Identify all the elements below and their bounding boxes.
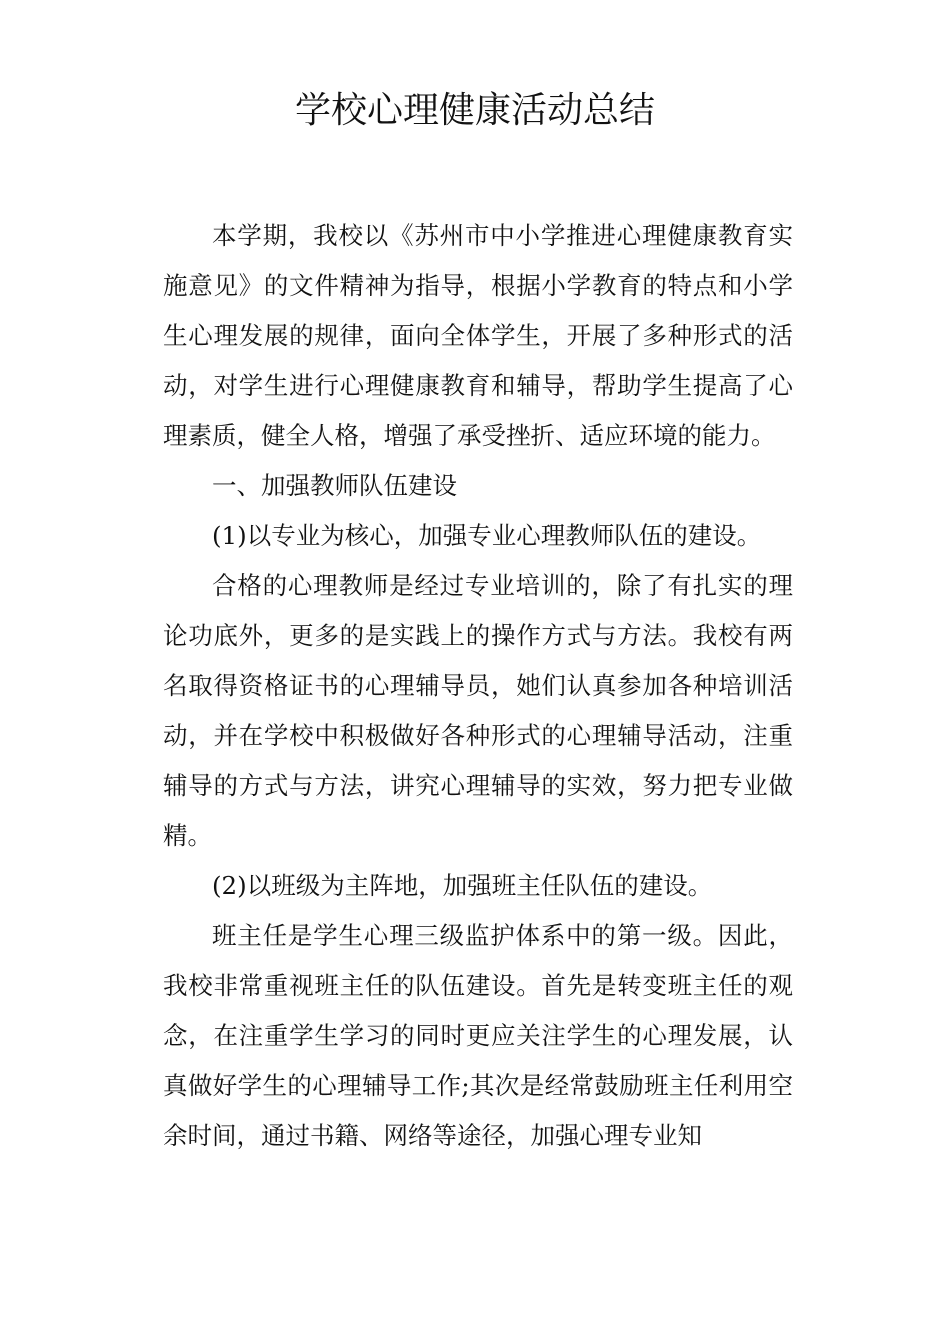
subsection-heading-class-teachers: (2)以班级为主阵地，加强班主任队伍的建设。 xyxy=(212,871,713,900)
subsection-heading-professional-teachers: (1)以专业为核心，加强专业心理教师队伍的建设。 xyxy=(212,521,762,550)
paragraph-class-teachers: 班主任是学生心理三级监护体系中的第一级。因此，我校非常重视班主任的队伍建设。首先是转变班主任的观念，在注重学生学习的同时更应关注学生的心理发展，认真做好学生的心理辅导工作;其次是经常鼓励班主任利用空余时间，通过书籍、网络等途径，加强心理专业知 xyxy=(163,921,793,1150)
paragraph-professional-teachers: 合格的心理教师是经过专业培训的，除了有扎实的理论功底外，更多的是实践上的操作方式与方法。我校有两名取得资格证书的心理辅导员，她们认真参加各种培训活动，并在学校中积极做好各种形式的心理辅导活动，注重辅导的方式与方法，讲究心理辅导的实效，努力把专业做精。 xyxy=(163,571,793,850)
page-title: 学校心理健康活动总结 xyxy=(294,90,655,131)
paragraph-intro: 本学期，我校以《苏州市中小学推进心理健康教育实施意见》的文件精神为指导，根据小学教育的特点和小学生心理发展的规律，面向全体学生，开展了多种形式的活动，对学生进行心理健康教育和辅导，帮助学生提高了心理素质，健全人格，增强了承受挫折、适应环境的能力。 xyxy=(163,221,793,450)
document-body xyxy=(163,211,793,1161)
section-heading-teacher-team: 一、加强教师队伍建设 xyxy=(212,471,457,500)
